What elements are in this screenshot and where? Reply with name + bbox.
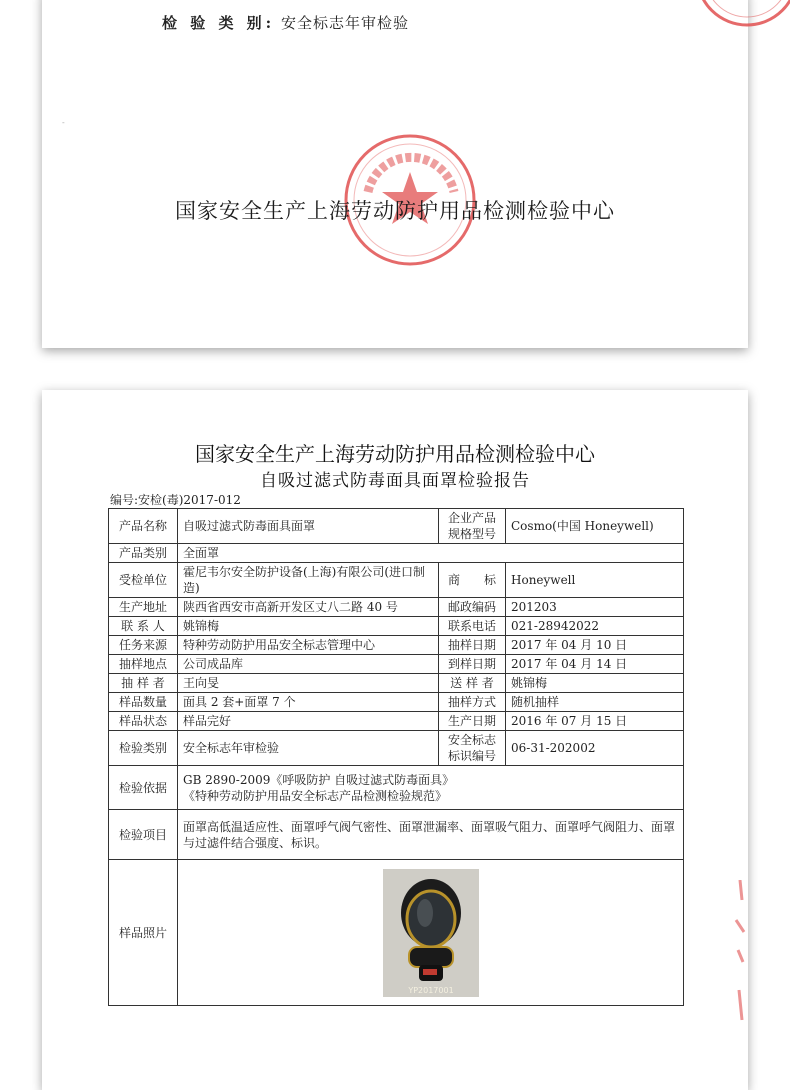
table-row xyxy=(109,598,684,617)
table-row xyxy=(109,563,684,598)
report-number: 编号:安检(毒)2017-012 xyxy=(110,493,241,507)
cell-label: 安全标志标识编号 xyxy=(439,731,506,766)
cell-label: 生产地址 xyxy=(109,598,178,617)
cell-label: 抽样方式 xyxy=(439,693,506,712)
gas-mask-image xyxy=(383,869,479,997)
center-name: 国家安全生产上海劳动防护用品检测检验中心 xyxy=(175,199,615,223)
cell-label: 样品数量 xyxy=(109,693,178,712)
report-page-2 xyxy=(42,390,748,1090)
cell-label: 生产日期 xyxy=(439,712,506,731)
cell-label: 产品名称 xyxy=(109,509,178,544)
cell-value: 姚锦梅 xyxy=(178,617,439,636)
cell-label: 送 样 者 xyxy=(439,674,506,693)
table-row xyxy=(109,636,684,655)
table-row xyxy=(109,655,684,674)
cell-label: 检验项目 xyxy=(109,810,178,860)
cell-value: Cosmo(中国 Honeywell) xyxy=(506,509,684,544)
cell-label: 邮政编码 xyxy=(439,598,506,617)
cell-value: 2016 年 07 月 15 日 xyxy=(506,712,684,731)
cell-label: 样品状态 xyxy=(109,712,178,731)
cell-label: 产品类别 xyxy=(109,544,178,563)
photo-caption: YP2017001 xyxy=(407,985,454,995)
inspection-type-value: 安全标志年审检验 xyxy=(281,14,410,32)
cell-label: 抽样地点 xyxy=(109,655,178,674)
inspection-type-line xyxy=(162,12,409,33)
table-row xyxy=(109,810,684,860)
cell-value: 全面罩 xyxy=(178,544,684,563)
table-row xyxy=(109,693,684,712)
cell-value: Honeywell xyxy=(506,563,684,598)
report-page-1 xyxy=(42,0,748,348)
cell-label: 抽样日期 xyxy=(439,636,506,655)
cell-label: 联 系 人 xyxy=(109,617,178,636)
cell-label: 到样日期 xyxy=(439,655,506,674)
cell-value: 王向旻 xyxy=(178,674,439,693)
cell-value: 自吸过滤式防毒面具面罩 xyxy=(178,509,439,544)
cell-value: 安全标志年审检验 xyxy=(178,731,439,766)
cell-value: 2017 年 04 月 14 日 xyxy=(506,655,684,674)
stamp-edge-fragment xyxy=(730,880,750,1040)
cell-label: 受检单位 xyxy=(109,563,178,598)
basis-line: GB 2890-2009《呼吸防护 自吸过滤式防毒面具》 xyxy=(183,772,455,787)
table-row xyxy=(109,712,684,731)
cell-value: 06-31-202002 xyxy=(506,731,684,766)
cell-label: 检验类别 xyxy=(109,731,178,766)
cell-label: 样品照片 xyxy=(109,860,178,1006)
cell-label: 商 标 xyxy=(439,563,506,598)
table-row xyxy=(109,544,684,563)
cell-value: 面具 2 套+面罩 7 个 xyxy=(178,693,439,712)
cell-value: 公司成品库 xyxy=(178,655,439,674)
seal-stamp-partial xyxy=(692,0,790,30)
cell-value: 随机抽样 xyxy=(506,693,684,712)
table-row xyxy=(109,860,684,1006)
cell-value: 2017 年 04 月 10 日 xyxy=(506,636,684,655)
inspection-basis xyxy=(178,766,684,810)
table-row xyxy=(109,509,684,544)
sample-photo xyxy=(383,869,479,997)
cell-label: 检验依据 xyxy=(109,766,178,810)
table-row xyxy=(109,674,684,693)
cell-value: 201203 xyxy=(506,598,684,617)
cell-value: 样品完好 xyxy=(178,712,439,731)
table-row xyxy=(109,731,684,766)
table-row xyxy=(109,766,684,810)
report-info-table xyxy=(108,508,684,1006)
report-title-main: 国家安全生产上海劳动防护用品检测检验中心 xyxy=(195,442,595,466)
cell-value: 姚锦梅 xyxy=(506,674,684,693)
inspection-items: 面罩高低温适应性、面罩呼气阀气密性、面罩泄漏率、面罩吸气阻力、面罩呼气阀阻力、面罩与过滤件结合强度、标识。 xyxy=(178,810,684,860)
scan-speck: - xyxy=(62,118,65,127)
sample-photo-cell xyxy=(178,860,684,1006)
cell-label: 企业产品规格型号 xyxy=(439,509,506,544)
cell-value: 特种劳动防护用品安全标志管理中心 xyxy=(178,636,439,655)
inspection-type-label: 检 验 类 别: xyxy=(162,14,276,32)
cell-value: 陕西省西安市高新开发区丈八二路 40 号 xyxy=(178,598,439,617)
cell-label: 任务来源 xyxy=(109,636,178,655)
basis-line: 《特种劳动防护用品安全标志产品检测检验规范》 xyxy=(183,788,448,803)
report-title-sub: 自吸过滤式防毒面具面罩检验报告 xyxy=(260,471,530,491)
cell-value: 021-28942022 xyxy=(506,617,684,636)
cell-label: 联系电话 xyxy=(439,617,506,636)
table-row xyxy=(109,617,684,636)
cell-label: 抽 样 者 xyxy=(109,674,178,693)
cell-value: 霍尼韦尔安全防护设备(上海)有限公司(进口制造) xyxy=(178,563,439,598)
